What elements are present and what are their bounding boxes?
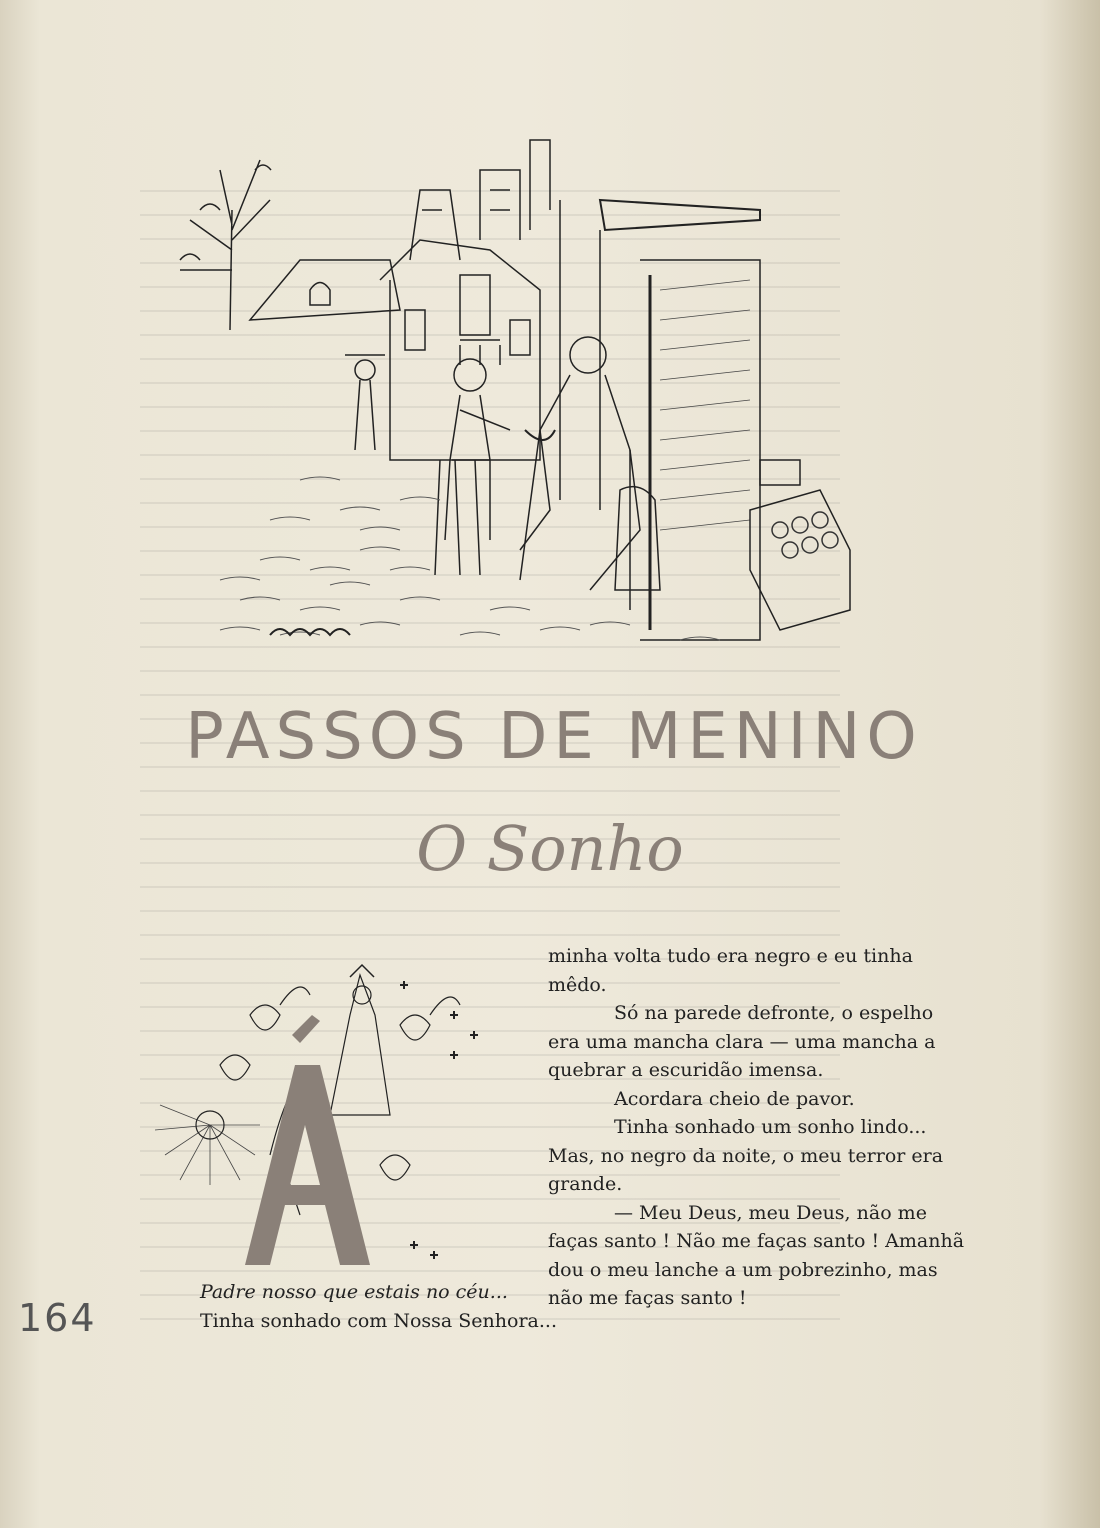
paragraph: Só na parede defronte, o espelho era uma mancha clara — uma mancha a quebrar a escuridão imensa. [548,1002,936,1081]
paragraph: Mas, no negro da noite, o meu terror era grande. [548,1144,944,1195]
dropcap-illustration [150,955,510,1275]
prayer-line: Padre nosso que estais no céu... [200,1281,508,1303]
paragraph: Tinha sonhado um sonho lindo... [614,1116,927,1138]
paragraph: Acordara cheio de pavor. [614,1087,855,1110]
chapter-subtitle: O Sonho [416,812,684,885]
paragraph: — Meu Deus, meu Deus, não me faças santo ! Não me faças santo ! Amanhã dou o meu lanche a um pobrezinho, mas não me faças santo ! [548,1201,965,1309]
dropcap-caption [200,1278,557,1335]
body-text-right [548,942,968,1313]
page-number: 164 [18,1296,97,1340]
caption-line: Tinha sonhado com Nossa Senhora... [200,1309,557,1332]
chapter-title: PASSOS DE MENINO [185,700,923,774]
paragraph: minha volta tudo era negro e eu tinha mêdo. [548,945,913,996]
street-scene-illustration [160,130,920,660]
